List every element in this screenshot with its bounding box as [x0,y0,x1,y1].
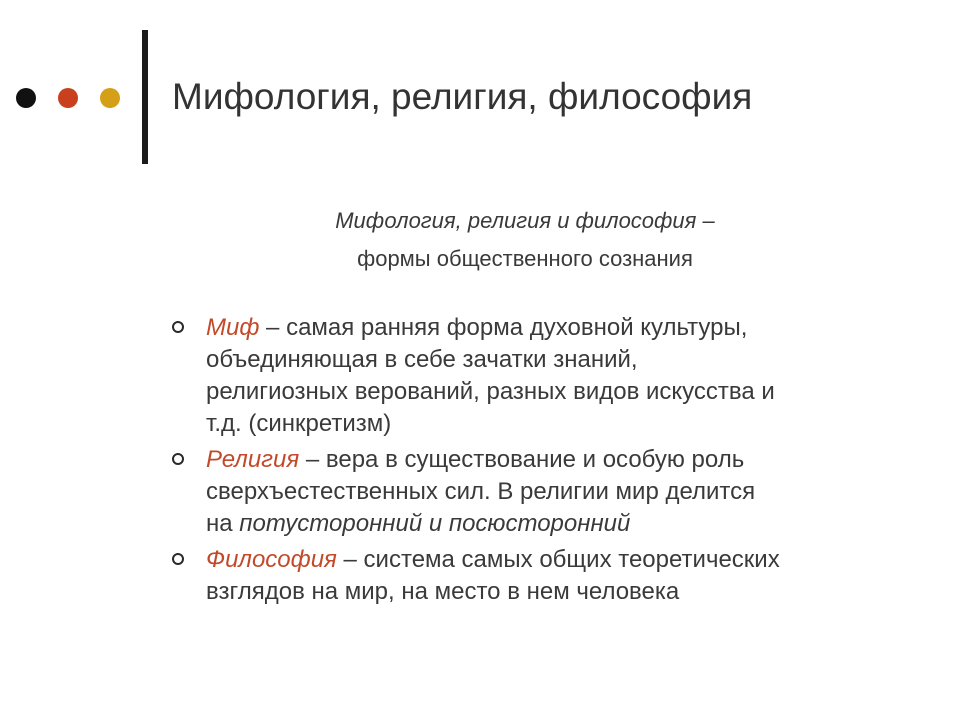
bullet-text: – вера в существование и особую роль [299,446,745,473]
bullet-line: т.д. (синкретизм) [206,410,392,437]
term-religion: Религия [206,446,300,473]
bullet-list [172,312,912,612]
bullet-text: на [206,510,240,537]
black-dot [16,88,36,108]
decorative-dots [16,88,120,108]
subtitle-line-1: Мифология, религия и философия – [335,208,715,233]
circle-bullet-icon [172,453,184,465]
bullet-text: и [422,510,449,537]
subtitle-line-2: формы общественного сознания [357,246,693,271]
red-dot [58,88,78,108]
bullet-text: – самая ранняя форма духовной культуры, [259,314,748,341]
bullet-line [206,312,912,344]
bullet-line [206,508,912,540]
bullet-philosophy [172,544,912,608]
bullet-line [206,444,912,476]
circle-bullet-icon [172,553,184,565]
bullet-myth [172,312,912,440]
bullet-religion [172,444,912,540]
bullet-line: религиозных верований, разных видов искусства и [206,378,775,405]
bullet-line [206,544,912,576]
yellow-dot [100,88,120,108]
term-philosophy: Философия [206,546,337,573]
italic-term-otherworldly: потусторонний [239,510,423,537]
subtitle [200,202,850,278]
circle-bullet-icon [172,321,184,333]
bullet-line: объединяющая в себе зачатки знаний, [206,346,638,373]
bullet-line: взглядов на мир, на место в нем человека [206,578,680,605]
title-divider [142,30,148,164]
bullet-line: сверхъестественных сил. В религии мир делится [206,478,756,505]
term-myth: Миф [206,314,260,341]
bullet-text: – система самых общих теоретических [336,546,780,573]
slide-title: Мифология, религия, философия [172,76,753,117]
italic-term-worldly: посюсторонний [448,510,631,537]
